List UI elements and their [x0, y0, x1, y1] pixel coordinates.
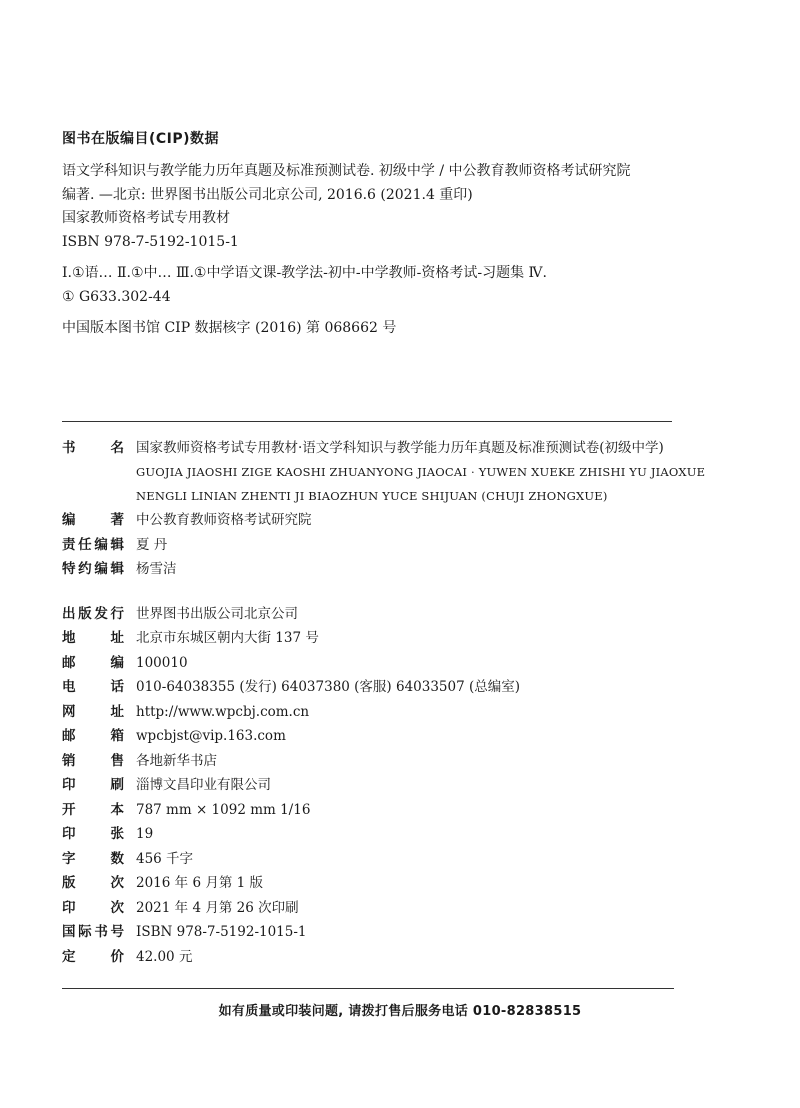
detail-label: 特约编辑	[62, 561, 124, 577]
detail-label: 版次	[62, 875, 124, 891]
detail-row-website	[62, 700, 682, 725]
detail-row-printer	[62, 773, 682, 798]
detail-value: 19	[136, 826, 154, 842]
detail-value: 北京市东城区朝内大街 137 号	[136, 630, 319, 646]
detail-row-publisher	[62, 602, 682, 627]
book-title-pinyin: GUOJIA JIAOSHI ZIGE KAOSHI ZHUANYONG JIAOCAI · YUWEN XUEKE ZHISHI YU JIAOXUE	[136, 465, 706, 479]
detail-value: 中公教育教师资格考试研究院	[136, 512, 312, 528]
cip-record	[62, 160, 682, 341]
detail-label: 印张	[62, 826, 124, 842]
cip-line: 语文学科知识与教学能力历年真题及标准预测试卷. 初级中学 / 中公教育教师资格考试研究院	[62, 163, 631, 179]
cip-classification: ① G633.302-44	[62, 288, 171, 305]
detail-row-sales	[62, 749, 682, 774]
detail-label: 电话	[62, 679, 124, 695]
detail-value: 2021 年 4 月第 26 次印刷	[136, 899, 299, 916]
detail-row-special-editor	[62, 557, 682, 582]
detail-label: 字数	[62, 850, 124, 867]
detail-label: 邮编	[62, 654, 124, 671]
cip-heading: 图书在版编目(CIP)数据	[62, 131, 220, 147]
detail-label: 印次	[62, 899, 124, 916]
detail-label: 开本	[62, 801, 124, 818]
detail-label: 责任编辑	[62, 536, 124, 553]
detail-value: 787 mm × 1092 mm 1/16	[136, 801, 311, 818]
cip-line: ISBN 978-7-5192-1015-1	[62, 233, 239, 250]
detail-row-phone	[62, 675, 682, 700]
detail-value: 010-64038355 (发行) 64037380 (客服) 64033507 (总编室)	[136, 679, 521, 695]
detail-row-word-count	[62, 847, 682, 872]
detail-row-edition	[62, 871, 682, 896]
detail-value: 各地新华书店	[136, 752, 217, 769]
cip-line: 编著. —北京: 世界图书出版公司北京公司, 2016.6 (2021.4 重印)	[62, 186, 473, 203]
detail-row-responsible-editor	[62, 533, 682, 558]
detail-label: 邮箱	[62, 728, 124, 744]
book-title-pinyin: NENGLI LINIAN ZHENTI JI BIAOZHUN YUCE SHIJUAN (CHUJI ZHONGXUE)	[136, 489, 608, 503]
detail-value: 456 千字	[136, 850, 194, 867]
divider-bottom	[62, 988, 674, 989]
detail-value: wpcbjst@vip.163.com	[136, 728, 286, 744]
service-hotline-notice: 如有质量或印装问题, 请拨打售后服务电话 010-82838515	[218, 1004, 582, 1019]
detail-row-format	[62, 798, 682, 823]
detail-value: 100010	[136, 654, 188, 671]
detail-row-printing	[62, 896, 682, 921]
detail-label: 定价	[62, 948, 124, 965]
detail-value: 淄博文昌印业有限公司	[136, 777, 271, 793]
detail-row-title	[62, 436, 706, 508]
detail-label: 国际书号	[62, 924, 124, 940]
publication-details	[62, 436, 706, 969]
cip-classification: Ⅰ.①语… Ⅱ.①中… Ⅲ.①中学语文课-教学法-初中-中学教师-资格考试-习题集 Ⅳ.	[62, 265, 547, 281]
detail-label: 销售	[62, 752, 124, 769]
detail-row-price	[62, 945, 682, 970]
detail-label: 地址	[62, 630, 124, 646]
book-title: 国家教师资格考试专用教材·语文学科知识与教学能力历年真题及标准预测试卷(初级中学)	[136, 440, 664, 456]
detail-label: 出版发行	[62, 605, 124, 622]
detail-row-address	[62, 626, 682, 651]
detail-row-editor	[62, 508, 682, 533]
detail-label: 编著	[62, 512, 124, 528]
detail-row-sheets	[62, 822, 682, 847]
divider-top	[62, 421, 672, 422]
detail-row-isbn	[62, 920, 682, 945]
detail-row-email	[62, 724, 682, 749]
detail-value: 2016 年 6 月第 1 版	[136, 875, 263, 891]
cip-line: 国家教师资格考试专用教材	[62, 210, 230, 226]
detail-label: 印刷	[62, 777, 124, 793]
detail-value: ISBN 978-7-5192-1015-1	[136, 924, 307, 940]
detail-value: 夏 丹	[136, 536, 168, 553]
detail-value: 42.00 元	[136, 948, 193, 965]
cip-record-number: 中国版本图书馆 CIP 数据核字 (2016) 第 068662 号	[62, 320, 397, 336]
detail-label: 网址	[62, 703, 124, 720]
detail-label: 书名	[62, 440, 124, 456]
detail-row-postcode	[62, 651, 682, 676]
detail-value: 世界图书出版公司北京公司	[136, 605, 298, 622]
detail-value: http://www.wpcbj.com.cn	[136, 703, 310, 720]
detail-value: 杨雪洁	[136, 561, 177, 577]
